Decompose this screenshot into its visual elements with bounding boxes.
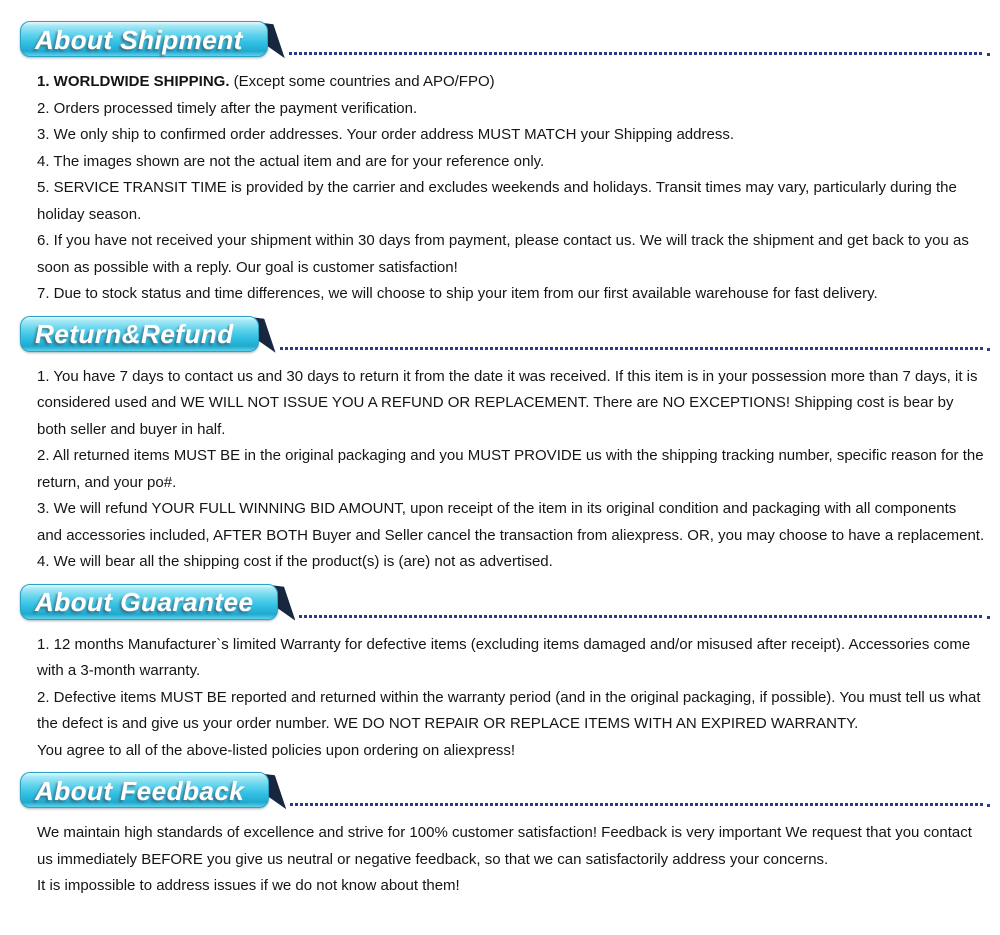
policy-item [37, 149, 985, 176]
policy-item-text: 7. Due to stock status and time differences, we will choose to ship your item from our first available warehouse for fast delivery. [37, 285, 878, 302]
policy-item [37, 228, 985, 281]
policy-item-text: 1. 12 months Manufacturer`s limited Warranty for defective items (excluding items damaged and/or misused after receipt). Accessories come with a 3-month warranty. [37, 635, 971, 679]
policy-item [37, 96, 985, 123]
return-banner-pill [20, 316, 259, 352]
policy-item [37, 738, 985, 765]
divider-end-dot [987, 53, 990, 56]
policy-item-text: You agree to all of the above-listed policies upon ordering on aliexpress! [37, 741, 516, 759]
section-guarantee [0, 582, 1000, 765]
return-content [37, 364, 985, 576]
return-banner-row [20, 314, 990, 352]
policy-item [37, 69, 985, 96]
policy-item-text: 2. All returned items MUST BE in the original packaging and you MUST PROVIDE us with the shipping tracking number, specific reason for the return, and your po#. [37, 447, 984, 491]
guarantee-content [37, 632, 985, 765]
guarantee-banner-pill [20, 584, 278, 620]
divider-end-dot [987, 804, 990, 807]
policy-item [37, 496, 985, 549]
policy-item-text: 3. We will refund YOUR FULL WINNING BID AMOUNT, upon receipt of the item in its original condition and packaging with all components and accessories included, AFTER BOTH Buyer and Seller cancel the transaction from aliexpress. OR, you may choose to have a replacement. [37, 500, 985, 544]
policy-item-text: 3. We only ship to confirmed order addresses. Your order address MUST MATCH your Shipping address. [37, 126, 734, 143]
policy-item [37, 122, 985, 149]
shipment-content [37, 69, 985, 308]
dashed-divider [280, 347, 983, 350]
policy-item-text: (Except some countries and APO/FPO) [229, 73, 495, 90]
divider-end-dot [987, 348, 990, 351]
policy-item-text: 1. You have 7 days to contact us and 30 days to return it from the date it was received. If this item is in your possession more than 7 days, it is considered used and WE WILL NOT ISSUE YOU A REFUND OR REPLACEMENT. There are NO EXCEPTIONS! Shipping cost is bear by both seller and buyer in half. [37, 367, 978, 438]
section-return-refund [0, 314, 1000, 576]
policy-item-text: We maintain high standards of excellence and strive for 100% customer satisfaction! Feedback is very important We request that you contact us immediately BEFORE you give us neutral or negative feedback, so that we can satisfactorily address your concerns. [37, 824, 972, 868]
policy-item [37, 820, 985, 873]
guarantee-banner [20, 584, 278, 620]
policy-item-text: 2. Orders processed timely after the payment verification. [37, 99, 418, 117]
policy-item [37, 632, 985, 685]
feedback-banner-pill [20, 772, 269, 808]
policy-item-text: 6. If you have not received your shipment within 30 days from payment, please contact us. We will track the shipment and get back to you as soon as possible with a reply. Our goal is customer satisfaction! [37, 232, 969, 276]
section-title: About Feedback [35, 775, 245, 806]
policy-item-lead: 1. WORLDWIDE SHIPPING. [37, 73, 230, 90]
policy-item [37, 549, 985, 576]
dashed-divider [299, 615, 983, 618]
shipment-banner [20, 21, 268, 57]
policy-item-text: It is impossible to address issues if we do not know about them! [37, 877, 460, 894]
divider-end-dot [987, 616, 990, 619]
section-title: About Guarantee [35, 587, 254, 617]
section-feedback [0, 770, 1000, 900]
policy-item-text: 4. The images shown are not the actual item and are for your reference only. [37, 152, 545, 170]
policy-item [37, 873, 985, 900]
section-title: About Shipment [35, 24, 243, 55]
dashed-divider [290, 803, 983, 806]
policy-item [37, 364, 985, 444]
shipment-banner-pill [20, 21, 268, 57]
return-banner [20, 316, 259, 352]
section-shipment [0, 19, 1000, 308]
feedback-banner [20, 772, 269, 808]
dashed-divider [289, 52, 983, 55]
policy-item [37, 175, 985, 228]
policy-item [37, 685, 985, 738]
feedback-banner-row [20, 770, 990, 808]
shipment-banner-row [20, 19, 990, 57]
section-title: Return&Refund [35, 319, 234, 349]
policy-item [37, 443, 985, 496]
feedback-content [37, 820, 985, 900]
policy-item-text: 4. We will bear all the shipping cost if the product(s) is (are) not as advertised. [37, 553, 553, 570]
policy-item-text: 5. SERVICE TRANSIT TIME is provided by the carrier and excludes weekends and holidays. Transit times may vary, particularly during the holiday season. [37, 179, 957, 223]
policy-item-text: 2. Defective items MUST BE reported and returned within the warranty period (and in the original packaging, if possible). You must tell us what the defect is and give us your order number. WE DO NOT REPAIR OR REPLACE ITEMS WITH AN EXPIRED WARRANTY. [37, 688, 981, 732]
policy-item [37, 281, 985, 308]
guarantee-banner-row [20, 582, 990, 620]
